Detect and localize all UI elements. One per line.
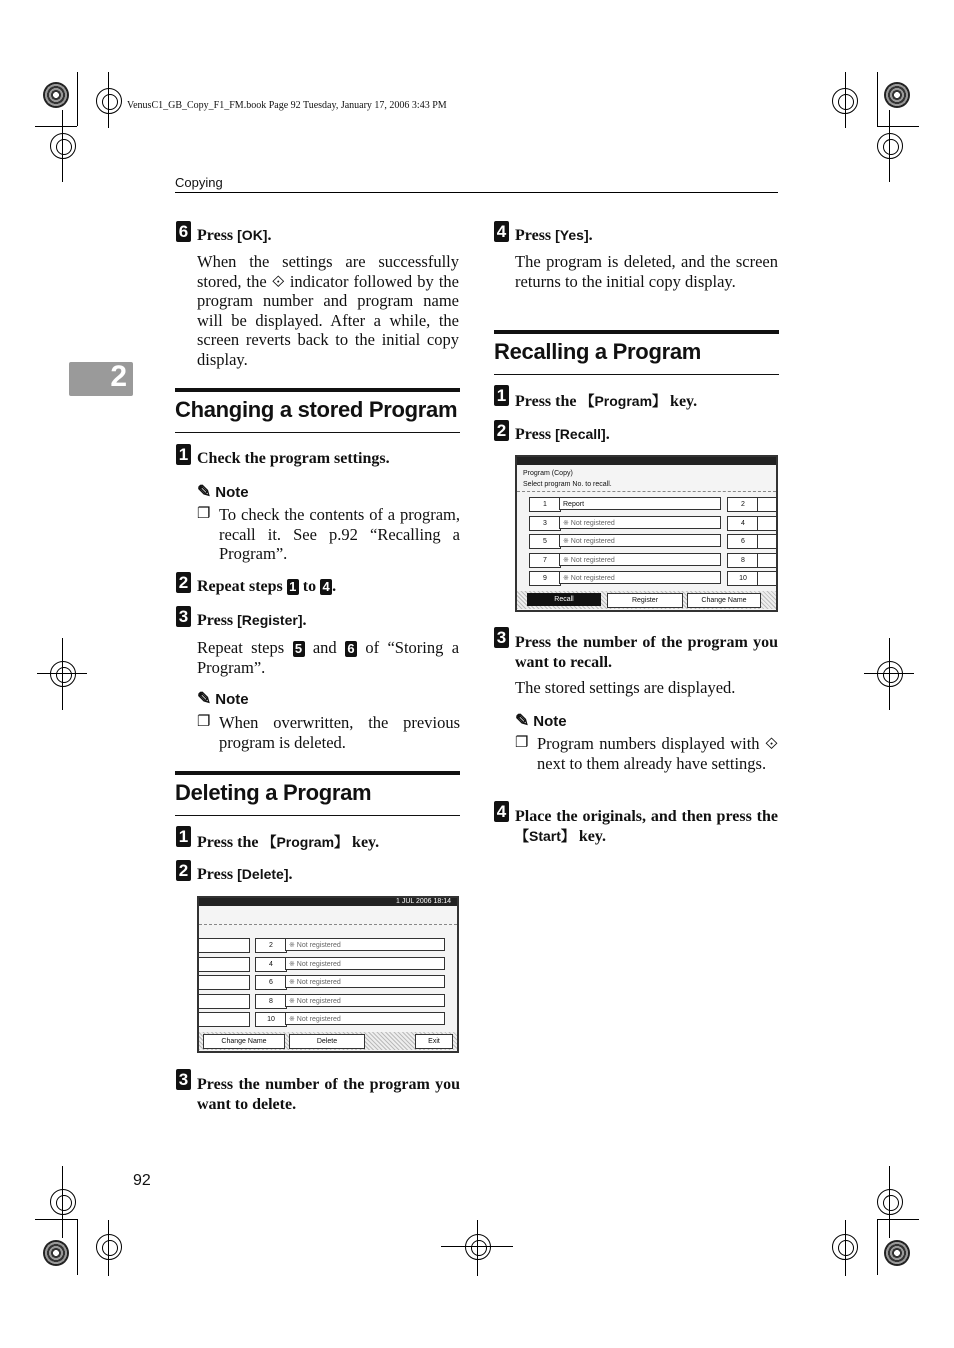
step-number: 2 xyxy=(176,572,191,593)
screen-datetime: 1 JUL 2006 18:14 xyxy=(199,898,457,906)
program-name: ※ Not registered xyxy=(559,516,721,529)
crosshair-icon xyxy=(50,661,76,687)
program-name: ※ Not registered xyxy=(285,994,445,1007)
crosshair-icon xyxy=(96,1234,122,1260)
program-number: 5 xyxy=(529,534,561,549)
step-number: 6 xyxy=(176,221,191,242)
step-repeat: Repeat steps 1 to 4 . xyxy=(197,578,337,595)
program-number: 8 xyxy=(727,553,759,568)
step-number: 1 xyxy=(176,826,191,847)
delete-screen xyxy=(197,896,459,1053)
header-rule xyxy=(175,192,778,193)
step-number: 2 xyxy=(494,420,509,441)
recall-button[interactable]: Recall xyxy=(527,593,601,606)
register-button[interactable]: Register xyxy=(607,593,683,608)
screen-subtitle: Select program No. to recall. xyxy=(523,481,612,488)
step-ok: Press [OK]. xyxy=(197,227,272,244)
step-place-originals: Place the originals, and then press the 【Start】 key. xyxy=(515,808,778,845)
section-heading-change: Changing a stored Program xyxy=(175,397,458,422)
program-name: ※ Not registered xyxy=(285,938,445,951)
table-row[interactable] xyxy=(199,957,457,972)
program-name: ※ Not registered xyxy=(559,571,721,584)
section-heading-recall: Recalling a Program xyxy=(494,339,702,364)
registration-disc-icon xyxy=(884,1240,910,1266)
crosshair-icon xyxy=(96,88,122,114)
table-row[interactable] xyxy=(199,938,457,953)
recall-screen xyxy=(515,455,778,612)
step-press-program-recall: Press the 【Program】 key. xyxy=(515,393,698,410)
step-number: 1 xyxy=(176,444,191,465)
step-number: 1 xyxy=(494,385,509,406)
file-info-line: VenusC1_GB_Copy_F1_FM.book Page 92 Tuesday, January 17, 2006 3:43 PM xyxy=(127,100,447,111)
checkbox-bullet-icon: ❐ xyxy=(515,735,529,751)
table-row[interactable] xyxy=(517,571,776,586)
note-heading: ✎ Note xyxy=(197,482,249,501)
crosshair-icon xyxy=(877,133,903,159)
step-register: Press [Register]. xyxy=(197,612,307,629)
crosshair-icon xyxy=(877,1189,903,1215)
checkbox-bullet-icon: ❐ xyxy=(197,506,211,522)
registration-disc-icon xyxy=(43,82,69,108)
screen-title: Program (Copy) xyxy=(523,470,573,477)
registration-disc-icon xyxy=(43,1240,69,1266)
table-row[interactable] xyxy=(517,534,776,549)
note-heading: ✎ Note xyxy=(197,689,249,708)
step-number: 4 xyxy=(494,801,509,822)
step-ok-body: When the settings are successfully stored, the ⟐ indicator followed by the program number and program name will be displayed. After a while, the screen reverts back to the initial copy display. xyxy=(197,252,459,369)
pencil-icon: ✎ xyxy=(515,711,530,730)
chapter-tab: 2 xyxy=(69,362,133,396)
program-number: 2 xyxy=(727,497,759,512)
step-press-delete: Press [Delete]. xyxy=(197,866,293,883)
program-number: 1 xyxy=(529,497,561,512)
table-row[interactable] xyxy=(199,1012,457,1027)
program-name: ※ Not registered xyxy=(559,534,721,547)
program-number: 2 xyxy=(255,938,287,953)
step-press-yes: Press [Yes]. xyxy=(515,227,593,244)
step-number: 4 xyxy=(494,221,509,242)
crosshair-icon xyxy=(50,133,76,159)
step-press-number-recall: Press the number of the program you want to recall. xyxy=(515,634,778,671)
table-row[interactable] xyxy=(199,994,457,1009)
table-row[interactable] xyxy=(517,516,776,531)
crosshair-icon xyxy=(465,1234,491,1260)
program-name: ※ Not registered xyxy=(285,1012,445,1025)
note-heading: ✎ Note xyxy=(515,711,567,730)
step-number: 2 xyxy=(176,860,191,881)
program-number: 9 xyxy=(529,571,561,586)
program-number: 10 xyxy=(255,1012,287,1027)
program-number: 3 xyxy=(529,516,561,531)
step-number: 3 xyxy=(494,627,509,648)
crosshair-icon xyxy=(50,1189,76,1215)
step-number: 3 xyxy=(176,1069,191,1090)
program-name: Report xyxy=(559,497,721,510)
step-press-recall: Press [Recall]. xyxy=(515,426,610,443)
pencil-icon: ✎ xyxy=(197,482,212,501)
table-row[interactable] xyxy=(517,497,776,512)
program-number: 6 xyxy=(727,534,759,549)
table-row[interactable] xyxy=(199,975,457,990)
page-number: 92 xyxy=(133,1172,151,1189)
crosshair-icon xyxy=(877,661,903,687)
program-name: ※ Not registered xyxy=(285,975,445,988)
program-number: 4 xyxy=(727,516,759,531)
change-name-button[interactable]: Change Name xyxy=(687,593,761,608)
step-press-number-delete: Press the number of the program you want to delete. xyxy=(197,1076,460,1113)
step-check: Check the program settings. xyxy=(197,450,390,467)
exit-button[interactable]: Exit xyxy=(415,1034,453,1049)
section-heading-delete: Deleting a Program xyxy=(175,780,372,805)
program-number: 8 xyxy=(255,994,287,1009)
program-number: 4 xyxy=(255,957,287,972)
program-name: ※ Not registered xyxy=(285,957,445,970)
running-head: Copying xyxy=(175,175,223,190)
step-register-body: Repeat steps 5 and 6 of “Storing a Program”. xyxy=(197,638,460,677)
change-name-button[interactable]: Change Name xyxy=(203,1034,285,1049)
program-number: 10 xyxy=(727,571,759,586)
program-number: 6 xyxy=(255,975,287,990)
step-recall-body: The stored settings are displayed. xyxy=(515,678,736,697)
program-number: 7 xyxy=(529,553,561,568)
program-name: ※ Not registered xyxy=(559,553,721,566)
pencil-icon: ✎ xyxy=(197,689,212,708)
delete-button[interactable]: Delete xyxy=(289,1034,365,1049)
table-row[interactable] xyxy=(517,553,776,568)
step-number: 3 xyxy=(176,606,191,627)
step-press-yes-body: The program is deleted, and the screen returns to the initial copy display. xyxy=(515,252,778,291)
step-press-program: Press the 【Program】 key. xyxy=(197,834,380,851)
checkbox-bullet-icon: ❐ xyxy=(197,714,211,730)
registration-disc-icon xyxy=(884,82,910,108)
